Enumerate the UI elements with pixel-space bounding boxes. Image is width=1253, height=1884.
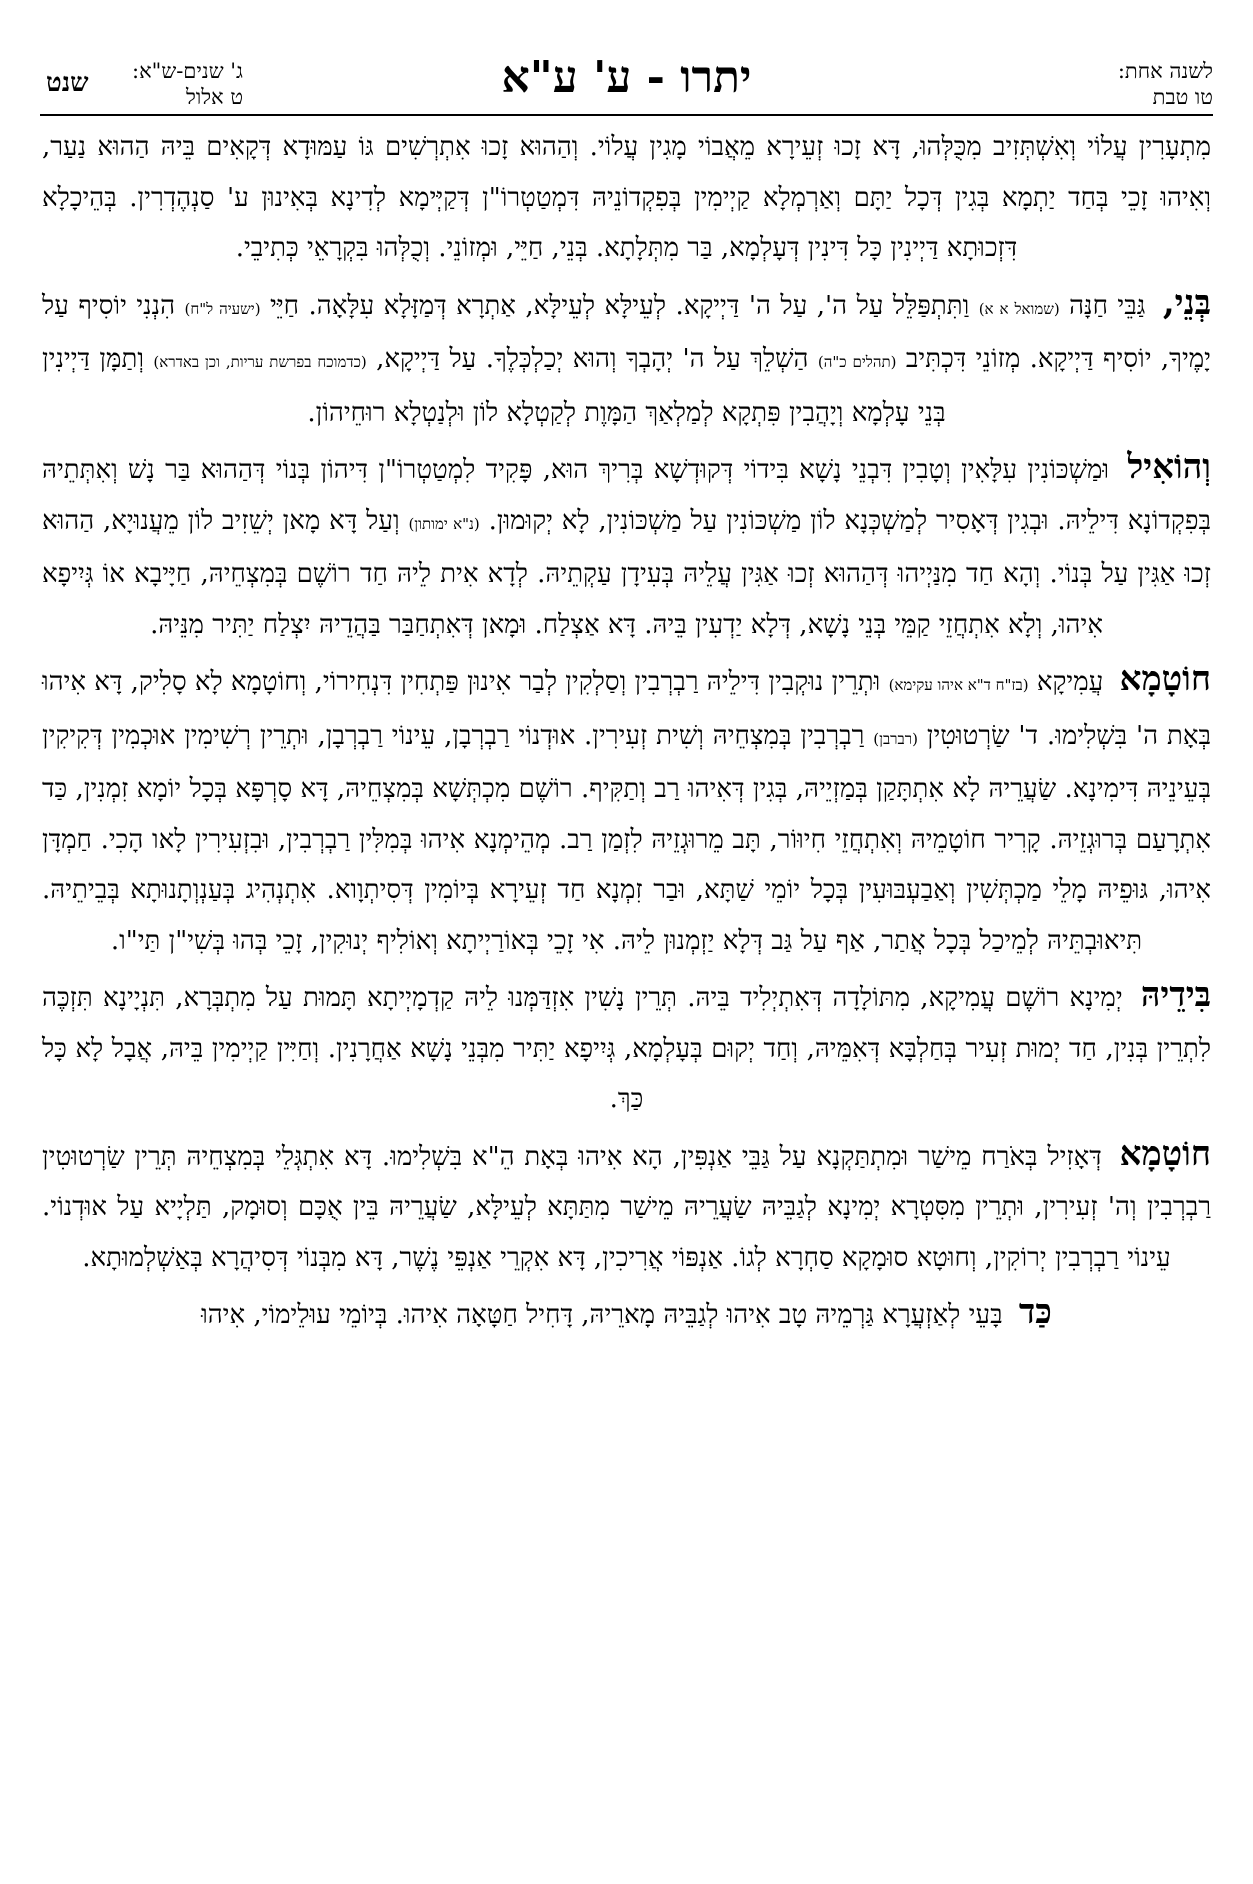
paragraph <box>42 122 1211 274</box>
source-citation: (רברבן) <box>873 729 918 748</box>
source-citation: (תהלים כ"ה) <box>817 353 897 371</box>
page-code: שנט <box>46 68 89 98</box>
paragraph-text: גַּבֵּי חַנָּה <box>1059 290 1146 321</box>
paragraph-text: יְמִינָא רוֹשֶׁם עֲמִיקָא, מִתּוֹלָדָה דְּאִתְיְלִיד בֵּיהּ. תְּרֵין נָשִׁין אִזְדַּמְּנוּ לֵיהּ קַדְמָיְיתָא תָּמוּת עַל מִתְבְּרָא, תִּנְיָינָא תִּזְכֶּה לִתְרֵין בְּנִין, חַד יְמוּת זְעִיר בְּחַלְבָּא דְּאִמֵּיהּ, וְחַד יְקוּם בְּעָלְמָא, גְּיִיפָא יַתִּיר מִבְּנֵי נָשָׁא אַחֲרָנִין. וְחַיִּין קַיְימִין בֵּיהּ, אֲבָל לָא כָּל כַּךְ. <box>42 983 1211 1114</box>
paragraph-lead-word: וְהוֹאִיל <box>1127 447 1211 487</box>
header-divider <box>40 114 1213 116</box>
paragraph-text: בָּעֵי לְאַזְעֲרָא גַּרְמֵיהּ טָב אִיהוּ לְגַבֵּיהּ מָארֵיהּ, דָּחִיל חַטָּאָה אִיהוּ. בְּיוֹמֵי עוּלֵימוֹי, אִיהוּ <box>201 1300 1003 1330</box>
paragraph-text: וּמַשְׁכּוֹנִין עִלָּאִין וְטָבִין דִּבְנֵי נָשָׁא בִּידוֹי דְּקוּדְשָׁא בְּרִיךְ הוּא, פָּקִיד לִמְטַטְרוֹ"ן דִּיהוֹן בְּנוֹי דְּהַהוּא בַּר נָשׁ וְאִתְּתֵיהּ בְּפִקְדוֹנָא דִּילֵיהּ. וּבְגִין דְּאָסִיר לְמַשְׁכְּנָא לוֹן מַשְׁכּוֹנִין עַל מַשְׁכּוֹנִין, לָא יְקוּמוּן. <box>42 455 1211 536</box>
paragraph-lead-word: חוֹטָמָא <box>1119 659 1211 699</box>
schedule-one-year-date: טו טבת <box>1152 85 1213 109</box>
page-title: יתרו - ע' ע"א <box>501 52 752 103</box>
paragraph <box>42 654 1211 966</box>
source-citation: (כדמוכח בפרשת עריות, וכן באדרא) <box>153 353 367 371</box>
paragraph <box>42 970 1211 1125</box>
paragraph <box>42 442 1211 650</box>
text-body <box>42 122 1211 1345</box>
paragraph-text: עֲמִיקָא <box>1028 667 1104 697</box>
paragraph-text: הַשְׁלֵךְ עַל ה' יְהָבְךָ וְהוּא יְכַלְכְּלֶךָ. עַל דַּיְיקָא, <box>366 344 818 374</box>
source-citation: (נ"א ימותון) <box>408 514 480 533</box>
paragraph-lead-word: בְּנֵי, <box>1162 282 1212 323</box>
paragraph <box>42 1287 1211 1341</box>
page-header <box>40 52 1213 114</box>
paragraph-text: דְּאָזִיל בְּאֹרַח מֵישַׁר וּמִתְתַּקְנָא עַל גַּבֵּי אַנְפִּין, הָא אִיהוּ בְּאָת הֵ"א בִּשְׁלִימוּ. דָּא אִתְגְּלֵי בְּמִצְחֵיהּ תְּרֵין שַׂרְטוּטִין רַבְרְבִין וְה' זְעִירִין, וּתְרֵין מִסִּטְרָא יְמִינָא לְגַבֵּיהּ שַׂעֲרֵיהּ מֵישַׁר מִתַּתָּא לְעֵילָּא, שַׂעֲרֵיהּ בֵּין אֻכָּם וְסוּמָק, תַּלְיָיא עַל אוּדְנוֹי. עֵינוֹי רַבְרְבִין יְרוֹקִין, וְחוּטָא סוּמָקָא סַחְרָא לְגוֹ. אַנְפּוֹי אֲרִיכִין, דָּא אִקְרֵי אַנְפֵּי נֶשֶׁר, דָּא מִבְּנוֹי דְּסִיהֲרָא בְּאַשְׁלְמוּתָא. <box>42 1141 1211 1273</box>
paragraph-text: וּתְרֵין נוּקְבִין דִּילֵיהּ רַבְרְבִין וְסַלְקִין לְבַר אִינוּן פַּתְחִין דִּנְחִירוֹי, וְחוֹטָמָא לָא סָלִיק, דָּא אִיהוּ בְּאָת ה' בִּשְׁלִימוּ. ד' שַׂרְטוּטִין <box>42 667 1211 751</box>
source-citation: (בז"ח ד"א איהו עקימא) <box>888 676 1029 694</box>
paragraph-lead-word: כַּד <box>1018 1292 1052 1332</box>
paragraph-text: הִנְנִי יוֹסִיף עַל יָמֶיךָ, יוֹסִיף דַּיְיקָא. מְזוֹנֵי דִּכְתִּיב <box>42 290 1211 374</box>
schedule-three-years-label: ג' שנים-ש"א: <box>132 59 243 83</box>
paragraph-text: רַבְרְבִין בְּמִצְחֵיהּ וְשִׁית זְעִירִין. אוּדְנוֹי רַבְרְבָן, עֵינוֹי רַבְרְבָן, וּתְרֵין רְשִׁימִין אוּכְמִין דְּקִיקִין בְּעֵינֵיהּ דִּימִינָא. שַׂעֲרֵיהּ לָא אִתְתָּקַן בְּמַזְיֵיהּ, בְּגִין דְּאִיהוּ רַב וְתַקִּיף. רוֹשֶׁם מִכְתְּשָׁא בְּמִצְחֵיהּ, דָּא סָרְפָּא בְּכָל יוֹמָא זִמְנִין, כַּד אִתְרָעַם בְּרוּגְזֵיהּ. קָרִיר חוֹטָמֵיהּ וְאִתְחֲזֵי חִיוּוֹר, תָּב מֵרוּגְזֵיהּ לִזְמַן רַב. מְהֵימְנָא אִיהוּ בְּמִלִּין רַבְרְבִין, וּבִזְעִירִין לָאו הָכִי. חַמְדָּן אִיהוּ, גּוּפֵיהּ מָלֵי מַכְתְּשִׁין וְאַבַעְבּוּעִין בְּכָל יוֹמֵי שַׁתָּא, וּבַר זִמְנָא חַד זְעֵירָא בְּיוֹמִין דְּסִיתְוָוא. אִתְנְהִיג בְּעַנְוְתָנוּתָא בְּבֵיתֵיהּ. תִּיאוּבְתֵּיהּ לְמֵיכַל בְּכָל אֲתַר, אַף עַל גַּב דְּלָא יַזְמְנוּן לֵיהּ. אִי זָכֵי בְּאוֹרַיְיתָא וְאוֹלִיף יְנוּקִין, זָכֵי בְּהוּ בְּשִׁי"ן תַּי"ו. <box>42 720 1211 956</box>
paragraph-text: וְעַל דָּא מָאן יְשֵׁזִיב לוֹן מֵעֲנוּיָא, הַהוּא זְכוּ אַגִּין עַל בְּנוֹי. וְהָא חַד מִנַּיְיהוּ דְּהַהוּא זְכוּ אַגִּין עֲלֵיהּ בְּעִידָן עַקְתֵיהּ. לְדָא אִית לֵיהּ חַד רוֹשֶׁם בְּמִצְחֵיהּ, חַיָּיבָא אוֹ גְּיִיפָא אִיהוּ, וְלָא אִתְחֲזֵי קַמֵּי בְּנֵי נָשָׁא, דְּלָא יַדְעִין בֵּיהּ. דָּא אַצְלַח. וּמָאן דְּאִתְחַבַּר בַּהֲדֵיהּ יִצְלַח יַתִּיר מִנֵּיהּ. <box>42 505 1211 640</box>
paragraph-text: וַתִּתְפַּלֵּל עַל ה', עַל ה' דַּיְיקָא. לְעֵילָּא לְעֵילָּא, אַתְרָא דְּמַזָּלָא עִלָּאָה. חַיֵּי <box>260 290 979 321</box>
paragraph <box>42 278 1211 439</box>
schedule-three-years-date: ט אלול <box>186 85 243 109</box>
paragraph-lead-word: חוֹטָמָא <box>1119 1133 1211 1174</box>
paragraph <box>42 1129 1211 1284</box>
schedule-three-years <box>132 58 243 110</box>
schedule-one-year-label: לשנה אחת: <box>1117 59 1213 83</box>
paragraph-lead-word: בִּידֵיהּ <box>1140 975 1211 1015</box>
source-citation: (ישעיה ל"ח) <box>184 299 261 318</box>
source-citation: (שמואל א א) <box>978 299 1060 318</box>
paragraph-text: מִתְעָרִין עֲלוֹי וְאִשְׁתְּזִיב מִכֻּלְּהוּ, דָּא זָכוּ זְעֵירָא מֵאֲבוֹי מָגִין עֲלוֹי. וְהַהוּא זָכוּ אִתְרְשִׁים גּוֹ עַמּוּדָא דְּקָאִים בֵּיהּ הַהוּא נַעַר, וְאִיהוּ זָכֵי בְּחַד יַתְמָא בְּגִין דְּכָל יַתָּם וְאַרְמְלָא קַיְימִין בְּפִקְדוֹנֵיהּ דִּמְטַטְרוֹ"ן דְּקַיְּימָא לְדִינָא בְּאִינוּן ע' סַנְהֶדְרִין. בְּהֵיכָלָא דִּזְכוּתָא דַּיְינִין כָּל דִּינִין דְּעָלְמָא, בַּר מִתְּלָתָא. בְּנֵי, חַיֵּי, וּמְזוֹנֵי. וְכֻלְּהוּ בִּקְרָאֵי כְּתִיבֵי. <box>42 132 1211 263</box>
paragraph-text: וְתַמָּן דַּיְינִין בְּנֵי עָלְמָא וְיָהֲבִין פִּתְקָא לְמַלְאַךְ הַמָּוֶת לְקַטְלָא לוֹן וּלְנַטְלָא רוּחֵיהוֹן. <box>42 344 946 428</box>
